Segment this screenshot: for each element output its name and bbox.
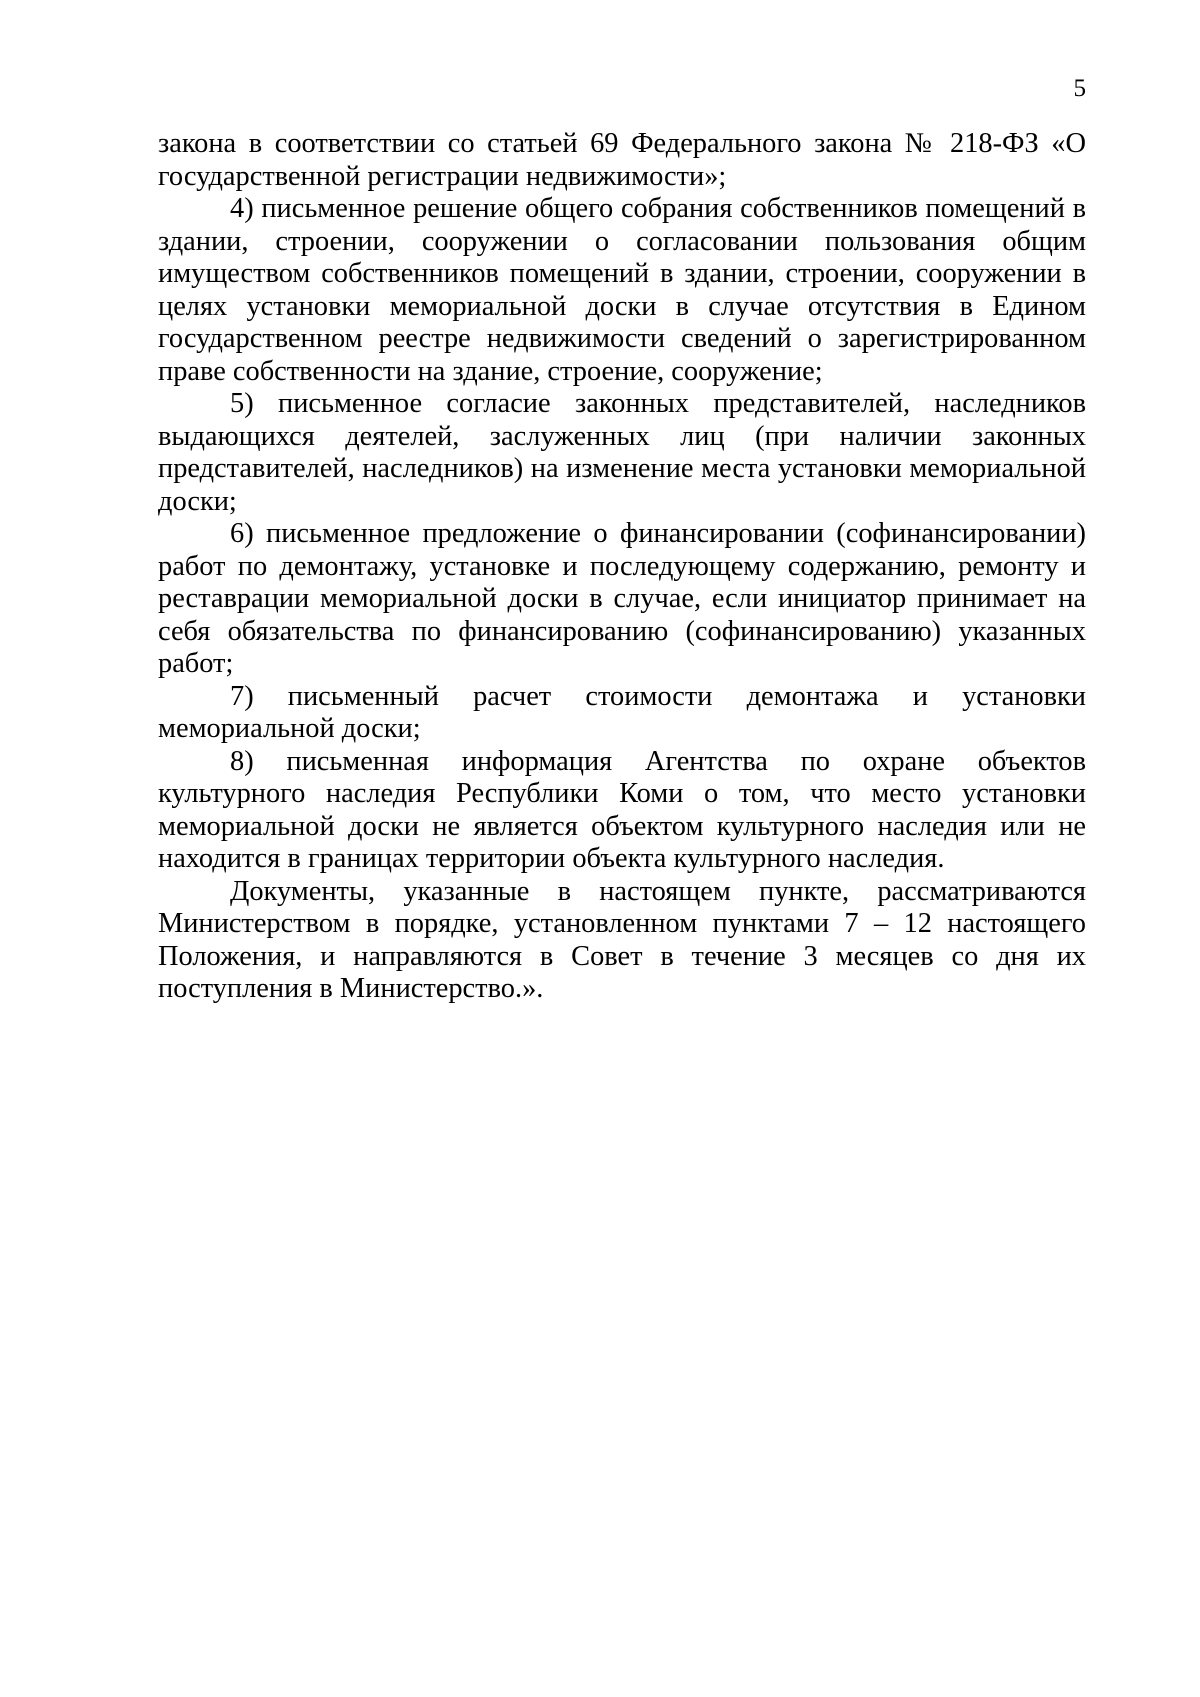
list-item-8: 8) письменная информация Агентства по охране объектов культурного наследия Республики Коми о том, что место установки мемориальной доски не является объектом культурного наследия или не находится в границах территории объекта культурного наследия.	[158, 745, 1086, 874]
list-item-7: 7) письменный расчет стоимости демонтажа и установки мемориальной доски;	[158, 680, 1086, 744]
closing-paragraph: Документы, указанные в настоящем пункте, рассматриваются Министерством в порядке, установленном пунктами 7 – 12 настоящего Положения, и направляются в Совет в течение 3 месяцев со дня их поступления в Министерство.».	[158, 875, 1086, 1004]
list-item-6: 6) письменное предложение о финансировании (софинансировании) работ по демонтажу, установке и последующему содержанию, ремонту и реставрации мемориальной доски в случае, если инициатор принимает на себя обязательства по финансированию (софинансированию) указанных работ;	[158, 518, 1086, 679]
document-body	[158, 128, 1086, 1006]
list-item-4: 4) письменное решение общего собрания собственников помещений в здании, строении, сооружении о согласовании пользования общим имуществом собственников помещений в здании, строении, сооружении в целях установки мемориальной доски в случае отсутствия в Едином государственном реестре недвижимости сведений о зарегистрированном праве собственности на здание, строение, сооружение;	[158, 193, 1086, 387]
list-item-5: 5) письменное согласие законных представителей, наследников выдающихся деятелей, заслуженных лиц (при наличии законных представителей, наследников) на изменение места установки мемориальной доски;	[158, 388, 1086, 517]
page-number: 5	[1073, 75, 1086, 102]
paragraph-continuation: закона в соответствии со статьей 69 Федерального закона № 218-ФЗ «О государственной регистрации недвижимости»;	[158, 128, 1086, 192]
